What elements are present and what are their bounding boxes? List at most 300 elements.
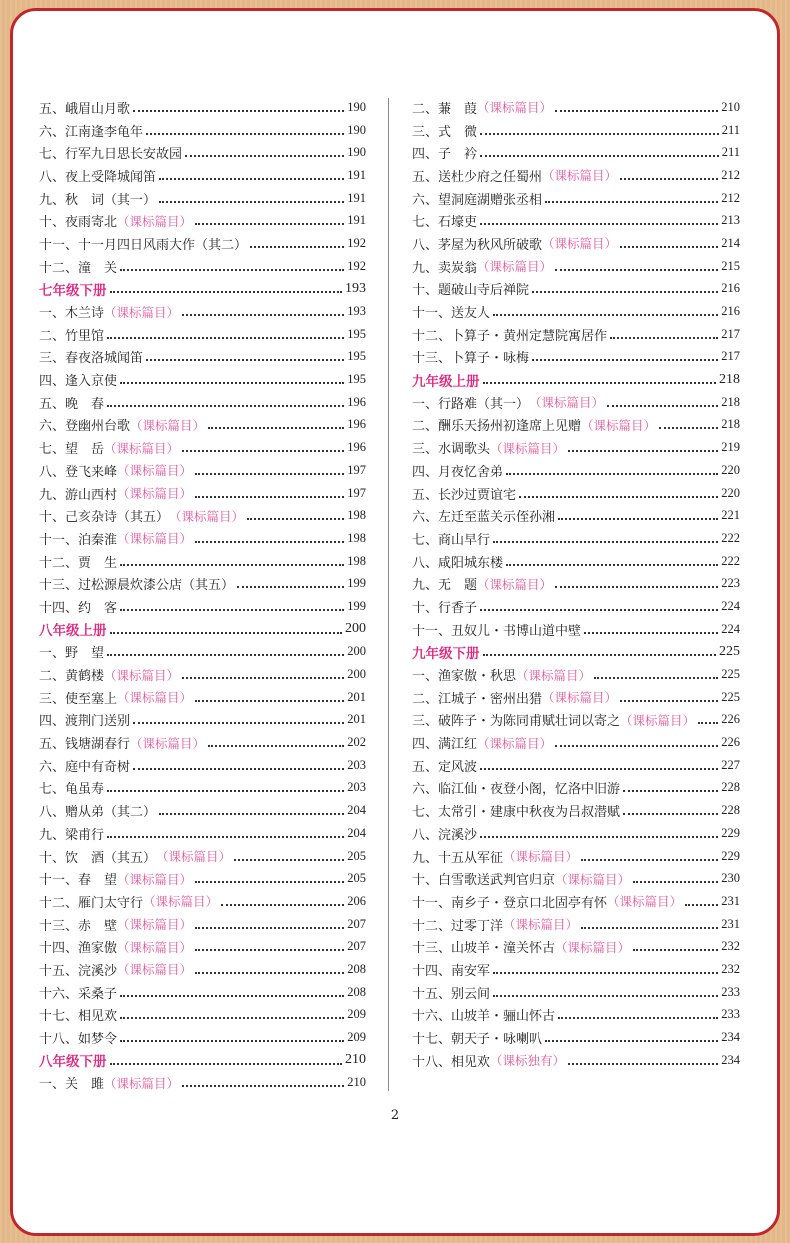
toc-entry[interactable] bbox=[39, 572, 366, 595]
entry-page-number: 190 bbox=[347, 99, 366, 114]
toc-entry[interactable] bbox=[39, 482, 366, 505]
dot-leader bbox=[159, 177, 344, 180]
toc-entry[interactable] bbox=[39, 1004, 366, 1027]
entry-page-number: 234 bbox=[721, 1052, 740, 1067]
dot-leader bbox=[107, 653, 344, 656]
entry-title: 三、使至塞上 bbox=[39, 691, 118, 707]
entry-title: 九、十五从军征 bbox=[412, 850, 504, 866]
dot-leader bbox=[633, 880, 718, 883]
dot-leader bbox=[110, 290, 343, 293]
toc-entry[interactable] bbox=[412, 777, 740, 800]
entry-page-number: 225 bbox=[721, 667, 740, 682]
entry-title: 四、子 衿 bbox=[412, 147, 478, 163]
toc-entry[interactable] bbox=[39, 867, 366, 890]
entry-page-number: 207 bbox=[347, 939, 366, 954]
dot-leader bbox=[133, 767, 344, 770]
toc-section-heading[interactable] bbox=[412, 641, 740, 664]
toc-entry[interactable] bbox=[39, 822, 366, 845]
entry-title: 七、龟虽寿 bbox=[39, 782, 105, 798]
dot-leader bbox=[133, 721, 344, 724]
entry-page-number: 210 bbox=[347, 1075, 366, 1090]
toc-entry[interactable] bbox=[412, 595, 740, 618]
entry-title: 二、竹里馆 bbox=[39, 328, 105, 344]
entry-page-number: 210 bbox=[345, 1052, 366, 1068]
entry-title: 三、水调歌头 bbox=[412, 442, 491, 458]
toc-entry[interactable] bbox=[39, 368, 366, 391]
toc-entry[interactable] bbox=[39, 459, 366, 482]
dot-leader bbox=[633, 948, 718, 951]
toc-entry[interactable] bbox=[39, 641, 366, 664]
entry-page-number: 226 bbox=[721, 712, 740, 727]
entry-title: 十一、泊秦淮 bbox=[39, 532, 118, 548]
dot-leader bbox=[182, 449, 344, 452]
toc-section-heading[interactable] bbox=[39, 278, 366, 301]
toc-entry[interactable] bbox=[39, 96, 366, 119]
toc-entry[interactable] bbox=[412, 981, 740, 1004]
entry-page-number: 232 bbox=[721, 961, 740, 976]
dot-leader bbox=[120, 1016, 344, 1019]
toc-entry[interactable] bbox=[39, 141, 366, 164]
toc-entry[interactable] bbox=[412, 255, 740, 278]
toc-entry[interactable] bbox=[39, 754, 366, 777]
entry-page-number: 211 bbox=[721, 122, 740, 137]
curriculum-tag: （课标篇目） bbox=[503, 917, 579, 933]
toc-entry[interactable] bbox=[412, 709, 740, 732]
dot-leader bbox=[581, 858, 718, 861]
entry-title: 七、商山早行 bbox=[412, 532, 491, 548]
entry-title: 四、满江红 bbox=[412, 737, 478, 753]
toc-entry[interactable] bbox=[39, 709, 366, 732]
entry-title: 十七、朝天子・咏喇叭 bbox=[412, 1032, 543, 1048]
entry-page-number: 191 bbox=[347, 167, 366, 182]
entry-title: 十二、潼 关 bbox=[39, 260, 118, 276]
toc-entry[interactable] bbox=[412, 278, 740, 301]
toc-entry[interactable] bbox=[39, 913, 366, 936]
dot-leader bbox=[208, 744, 344, 747]
curriculum-tag: （课标篇目） bbox=[117, 939, 193, 955]
entry-page-number: 204 bbox=[347, 803, 366, 818]
dot-leader bbox=[107, 336, 344, 339]
entry-page-number: 201 bbox=[347, 689, 366, 704]
toc-entry[interactable] bbox=[39, 504, 366, 527]
entry-title: 十六、山坡羊・骊山怀古 bbox=[412, 1009, 556, 1025]
entry-title: 二、酬乐天扬州初逢席上见赠 bbox=[412, 419, 582, 435]
curriculum-tag: （课标篇目） bbox=[104, 304, 180, 320]
entry-title: 一、行路难（其一） bbox=[412, 396, 530, 412]
entry-title: 四、渡荆门送别 bbox=[39, 714, 131, 730]
entry-page-number: 218 bbox=[719, 371, 740, 387]
entry-page-number: 219 bbox=[721, 440, 740, 455]
toc-entry[interactable] bbox=[412, 935, 740, 958]
dot-leader bbox=[659, 426, 718, 429]
entry-title: 七、石壕吏 bbox=[412, 215, 478, 231]
entry-page-number: 200 bbox=[345, 621, 366, 637]
dot-leader bbox=[480, 154, 719, 157]
entry-page-number: 217 bbox=[721, 326, 740, 341]
entry-page-number: 198 bbox=[347, 553, 366, 568]
section-title: 九年级上册 bbox=[412, 373, 480, 390]
curriculum-tag: （课标篇目） bbox=[477, 735, 553, 751]
toc-entry[interactable] bbox=[412, 459, 740, 482]
dot-leader bbox=[620, 245, 718, 248]
dot-leader bbox=[195, 948, 344, 951]
toc-entry[interactable] bbox=[39, 346, 366, 369]
entry-page-number: 221 bbox=[721, 508, 740, 523]
entry-title: 十三、赤 壁 bbox=[39, 918, 118, 934]
entry-title: 十一、丑奴儿・书博山道中壁 bbox=[412, 623, 582, 639]
entry-page-number: 197 bbox=[347, 485, 366, 500]
curriculum-tag: （课标篇目） bbox=[477, 100, 553, 116]
curriculum-tag: （课标篇目） bbox=[117, 917, 193, 933]
toc-entry[interactable] bbox=[39, 436, 366, 459]
entry-page-number: 228 bbox=[721, 803, 740, 818]
toc-entry[interactable] bbox=[39, 935, 366, 958]
toc-entry[interactable] bbox=[39, 391, 366, 414]
dot-leader bbox=[107, 835, 344, 838]
entry-title: 九、无 题 bbox=[412, 578, 478, 594]
dot-leader bbox=[146, 358, 344, 361]
entry-page-number: 195 bbox=[347, 349, 366, 364]
curriculum-tag: （课标篇目） bbox=[555, 939, 631, 955]
toc-entry[interactable] bbox=[39, 595, 366, 618]
section-title: 九年级下册 bbox=[412, 645, 480, 662]
toc-entry[interactable] bbox=[412, 663, 740, 686]
toc-entry[interactable] bbox=[412, 323, 740, 346]
curriculum-tag: （课标篇目） bbox=[117, 486, 193, 502]
toc-entry[interactable] bbox=[412, 890, 740, 913]
entry-page-number: 192 bbox=[347, 235, 366, 250]
curriculum-tag: （课标篇目） bbox=[104, 667, 180, 683]
toc-entry[interactable] bbox=[39, 1026, 366, 1049]
dot-leader bbox=[234, 858, 344, 861]
entry-page-number: 195 bbox=[347, 326, 366, 341]
dot-leader bbox=[480, 608, 718, 611]
dot-leader bbox=[480, 222, 718, 225]
entry-page-number: 190 bbox=[347, 145, 366, 160]
entry-title: 一、木兰诗 bbox=[39, 306, 105, 322]
entry-page-number: 217 bbox=[721, 349, 740, 364]
entry-title: 六、登幽州台歌 bbox=[39, 419, 131, 435]
entry-page-number: 199 bbox=[347, 598, 366, 613]
dot-leader bbox=[493, 971, 718, 974]
toc-entry[interactable] bbox=[412, 913, 740, 936]
dot-leader bbox=[159, 200, 344, 203]
entry-page-number: 203 bbox=[347, 757, 366, 772]
entry-title: 六、临江仙・夜登小阁，忆洛中旧游 bbox=[412, 782, 621, 798]
entry-page-number: 201 bbox=[347, 712, 366, 727]
entry-title: 十三、过松源晨炊漆公店（其五） bbox=[39, 578, 235, 594]
dot-leader bbox=[237, 585, 344, 588]
toc-entry[interactable] bbox=[39, 187, 366, 210]
curriculum-tag: （课标篇目） bbox=[620, 712, 696, 728]
toc-entry[interactable] bbox=[412, 232, 740, 255]
entry-title: 五、晚 春 bbox=[39, 396, 105, 412]
toc-entry[interactable] bbox=[412, 414, 740, 437]
entry-page-number: 208 bbox=[347, 961, 366, 976]
entry-title: 一、野 望 bbox=[39, 646, 105, 662]
entry-page-number: 198 bbox=[347, 508, 366, 523]
entry-title: 五、峨眉山月歌 bbox=[39, 101, 131, 117]
toc-entry[interactable] bbox=[39, 799, 366, 822]
entry-page-number: 190 bbox=[347, 122, 366, 137]
dot-leader bbox=[493, 540, 718, 543]
toc-entry[interactable] bbox=[412, 754, 740, 777]
dot-leader bbox=[480, 767, 718, 770]
dot-leader bbox=[195, 222, 344, 225]
curriculum-tag: （课标篇目） bbox=[607, 894, 683, 910]
dot-leader bbox=[208, 426, 344, 429]
toc-entry[interactable] bbox=[412, 867, 740, 890]
entry-page-number: 196 bbox=[347, 440, 366, 455]
entry-page-number: 205 bbox=[347, 871, 366, 886]
entry-title: 四、逢入京使 bbox=[39, 374, 118, 390]
toc-entry[interactable] bbox=[39, 119, 366, 142]
dot-leader bbox=[555, 109, 718, 112]
entry-page-number: 203 bbox=[347, 780, 366, 795]
entry-page-number: 204 bbox=[347, 825, 366, 840]
entry-page-number: 191 bbox=[347, 213, 366, 228]
entry-page-number: 225 bbox=[719, 643, 740, 659]
toc-entry[interactable] bbox=[39, 981, 366, 1004]
entry-title: 十八、如梦令 bbox=[39, 1032, 118, 1048]
entry-page-number: 193 bbox=[347, 304, 366, 319]
entry-title: 十二、卜算子・黄州定慧院寓居作 bbox=[412, 328, 608, 344]
dot-leader bbox=[247, 517, 344, 520]
entry-page-number: 207 bbox=[347, 916, 366, 931]
entry-page-number: 232 bbox=[721, 939, 740, 954]
dot-leader bbox=[182, 313, 344, 316]
entry-title: 二、江城子・密州出猎 bbox=[412, 691, 543, 707]
toc-right-column bbox=[412, 96, 740, 1072]
entry-title: 十三、山坡羊・潼关怀古 bbox=[412, 941, 556, 957]
toc-left-column bbox=[39, 96, 366, 1094]
entry-page-number: 222 bbox=[721, 530, 740, 545]
toc-entry[interactable] bbox=[412, 436, 740, 459]
toc-entry[interactable] bbox=[39, 663, 366, 686]
entry-page-number: 208 bbox=[347, 984, 366, 999]
toc-entry[interactable] bbox=[412, 958, 740, 981]
entry-title: 五、钱塘湖春行 bbox=[39, 737, 131, 753]
dot-leader bbox=[620, 699, 718, 702]
entry-title: 十三、卜算子・咏梅 bbox=[412, 351, 530, 367]
toc-entry[interactable] bbox=[39, 527, 366, 550]
entry-page-number: 224 bbox=[721, 621, 740, 636]
curriculum-tag: （课标篇目） bbox=[117, 463, 193, 479]
entry-title: 十一、南乡子・登京口北固亭有怀 bbox=[412, 895, 608, 911]
toc-entry[interactable] bbox=[412, 1004, 740, 1027]
toc-entry[interactable] bbox=[412, 209, 740, 232]
entry-page-number: 206 bbox=[347, 893, 366, 908]
dot-leader bbox=[555, 744, 718, 747]
dot-leader bbox=[584, 631, 718, 634]
entry-page-number: 192 bbox=[347, 258, 366, 273]
toc-entry[interactable] bbox=[412, 346, 740, 369]
entry-title: 一、关 雎 bbox=[39, 1077, 105, 1093]
entry-page-number: 234 bbox=[721, 1030, 740, 1045]
entry-page-number: 228 bbox=[721, 780, 740, 795]
entry-page-number: 231 bbox=[721, 893, 740, 908]
entry-page-number: 198 bbox=[347, 530, 366, 545]
toc-section-heading[interactable] bbox=[39, 1049, 366, 1072]
toc-entry[interactable] bbox=[412, 1026, 740, 1049]
curriculum-tag: （课标篇目） bbox=[516, 667, 592, 683]
entry-page-number: 233 bbox=[721, 984, 740, 999]
entry-page-number: 215 bbox=[721, 258, 740, 273]
curriculum-tag: （课标篇目） bbox=[542, 168, 618, 184]
toc-entry[interactable] bbox=[39, 232, 366, 255]
toc-entry[interactable] bbox=[412, 141, 740, 164]
entry-title: 十、饮 酒（其五） bbox=[39, 850, 157, 866]
toc-section-heading[interactable] bbox=[39, 618, 366, 641]
entry-page-number: 205 bbox=[347, 848, 366, 863]
toc-entry[interactable] bbox=[412, 822, 740, 845]
curriculum-tag: （课标篇目） bbox=[169, 508, 245, 524]
toc-entry[interactable] bbox=[39, 300, 366, 323]
entry-page-number: 222 bbox=[721, 553, 740, 568]
toc-entry[interactable] bbox=[412, 550, 740, 573]
entry-title: 八、赠从弟（其二） bbox=[39, 805, 157, 821]
dot-leader bbox=[623, 789, 718, 792]
toc-entry[interactable] bbox=[39, 209, 366, 232]
curriculum-tag: （课标篇目） bbox=[477, 259, 553, 275]
toc-entry[interactable] bbox=[412, 96, 740, 119]
toc-entry[interactable] bbox=[412, 119, 740, 142]
entry-title: 十一、春 望 bbox=[39, 873, 118, 889]
entry-title: 三、春夜洛城闻笛 bbox=[39, 351, 144, 367]
entry-page-number: 195 bbox=[347, 372, 366, 387]
toc-entry[interactable] bbox=[39, 164, 366, 187]
curriculum-tag: （课标篇目） bbox=[529, 395, 605, 411]
dot-leader bbox=[506, 472, 718, 475]
entry-title: 十、行香子 bbox=[412, 600, 478, 616]
entry-title: 九、卖炭翁 bbox=[412, 260, 478, 276]
toc-entry[interactable] bbox=[412, 731, 740, 754]
toc-entry[interactable] bbox=[39, 323, 366, 346]
dot-leader bbox=[120, 994, 344, 997]
dot-leader bbox=[545, 1039, 718, 1042]
curriculum-tag: （课标篇目） bbox=[104, 1075, 180, 1091]
entry-page-number: 209 bbox=[347, 1007, 366, 1022]
entry-title: 十四、渔家傲 bbox=[39, 941, 118, 957]
toc-entry[interactable] bbox=[412, 799, 740, 822]
curriculum-tag: （课标篇目） bbox=[117, 871, 193, 887]
toc-entry[interactable] bbox=[412, 686, 740, 709]
entry-page-number: 191 bbox=[347, 190, 366, 205]
entry-title: 八、茅屋为秋风所破歌 bbox=[412, 237, 543, 253]
toc-entry[interactable] bbox=[39, 1072, 366, 1095]
entry-page-number: 229 bbox=[721, 825, 740, 840]
toc-entry[interactable] bbox=[412, 164, 740, 187]
dot-leader bbox=[493, 994, 718, 997]
entry-page-number: 199 bbox=[347, 576, 366, 591]
entry-page-number: 223 bbox=[721, 576, 740, 591]
dot-leader bbox=[568, 449, 718, 452]
toc-entry[interactable] bbox=[412, 391, 740, 414]
toc-entry[interactable] bbox=[412, 187, 740, 210]
curriculum-tag: （课标篇目） bbox=[581, 417, 657, 433]
toc-entry[interactable] bbox=[39, 958, 366, 981]
dot-leader bbox=[483, 653, 717, 656]
curriculum-tag: （课标篇目） bbox=[143, 894, 219, 910]
dot-leader bbox=[159, 812, 344, 815]
entry-title: 三、破阵子・为陈同甫赋壮词以寄之 bbox=[412, 714, 621, 730]
dot-leader bbox=[698, 721, 718, 724]
dot-leader bbox=[607, 404, 718, 407]
dot-leader bbox=[685, 903, 718, 906]
toc-entry[interactable] bbox=[412, 300, 740, 323]
curriculum-tag: （课标篇目） bbox=[542, 236, 618, 252]
dot-leader bbox=[555, 268, 718, 271]
toc-entry[interactable] bbox=[412, 845, 740, 868]
toc-entry[interactable] bbox=[39, 845, 366, 868]
column-divider bbox=[388, 98, 389, 1091]
curriculum-tag: （课标篇目） bbox=[156, 849, 232, 865]
page-number: 2 bbox=[390, 1108, 400, 1123]
curriculum-tag: （课标篇目） bbox=[117, 690, 193, 706]
dot-leader bbox=[120, 381, 344, 384]
entry-title: 十八、相见欢 bbox=[412, 1054, 491, 1070]
entry-title: 十、白雪歌送武判官归京 bbox=[412, 873, 556, 889]
toc-entry[interactable] bbox=[39, 731, 366, 754]
curriculum-tag: （课标篇目） bbox=[542, 690, 618, 706]
entry-title: 五、送杜少府之任蜀州 bbox=[412, 169, 543, 185]
curriculum-tag: （课标篇目） bbox=[104, 440, 180, 456]
dot-leader bbox=[483, 381, 717, 384]
entry-page-number: 233 bbox=[721, 1007, 740, 1022]
curriculum-tag: （课标篇目） bbox=[503, 849, 579, 865]
toc-entry[interactable] bbox=[39, 890, 366, 913]
entry-page-number: 224 bbox=[721, 598, 740, 613]
toc-entry[interactable] bbox=[39, 414, 366, 437]
dot-leader bbox=[558, 1016, 718, 1019]
toc-entry[interactable] bbox=[412, 482, 740, 505]
entry-page-number: 216 bbox=[721, 281, 740, 296]
entry-title: 十二、过零丁洋 bbox=[412, 918, 504, 934]
dot-leader bbox=[185, 154, 344, 157]
dot-leader bbox=[480, 835, 718, 838]
dot-leader bbox=[195, 472, 344, 475]
entry-page-number: 196 bbox=[347, 394, 366, 409]
dot-leader bbox=[623, 812, 718, 815]
section-title: 八年级上册 bbox=[39, 623, 107, 640]
toc-entry[interactable] bbox=[412, 504, 740, 527]
entry-title: 八、浣溪沙 bbox=[412, 827, 478, 843]
entry-page-number: 216 bbox=[721, 304, 740, 319]
entry-title: 十一、送友人 bbox=[412, 306, 491, 322]
toc-section-heading[interactable] bbox=[412, 368, 740, 391]
toc-entry[interactable] bbox=[39, 777, 366, 800]
toc-entry[interactable] bbox=[412, 1049, 740, 1072]
dot-leader bbox=[120, 563, 344, 566]
toc-entry[interactable] bbox=[39, 686, 366, 709]
curriculum-tag: （课标篇目） bbox=[477, 576, 553, 592]
curriculum-tag: （课标篇目） bbox=[490, 440, 566, 456]
entry-title: 七、太常引・建康中秋夜为吕叔潜赋 bbox=[412, 805, 621, 821]
dot-leader bbox=[182, 1084, 344, 1087]
toc-entry[interactable] bbox=[412, 618, 740, 641]
entry-title: 十、夜雨寄北 bbox=[39, 215, 118, 231]
entry-page-number: 220 bbox=[721, 485, 740, 500]
curriculum-tag: （课标独有） bbox=[490, 1053, 566, 1069]
entry-title: 四、月夜忆舍弟 bbox=[412, 464, 504, 480]
toc-entry[interactable] bbox=[412, 572, 740, 595]
toc-entry[interactable] bbox=[39, 550, 366, 573]
toc-entry[interactable] bbox=[39, 255, 366, 278]
entry-title: 六、望洞庭湖赠张丞相 bbox=[412, 192, 543, 208]
toc-entry[interactable] bbox=[412, 527, 740, 550]
entry-page-number: 197 bbox=[347, 462, 366, 477]
section-title: 七年级下册 bbox=[39, 282, 107, 299]
